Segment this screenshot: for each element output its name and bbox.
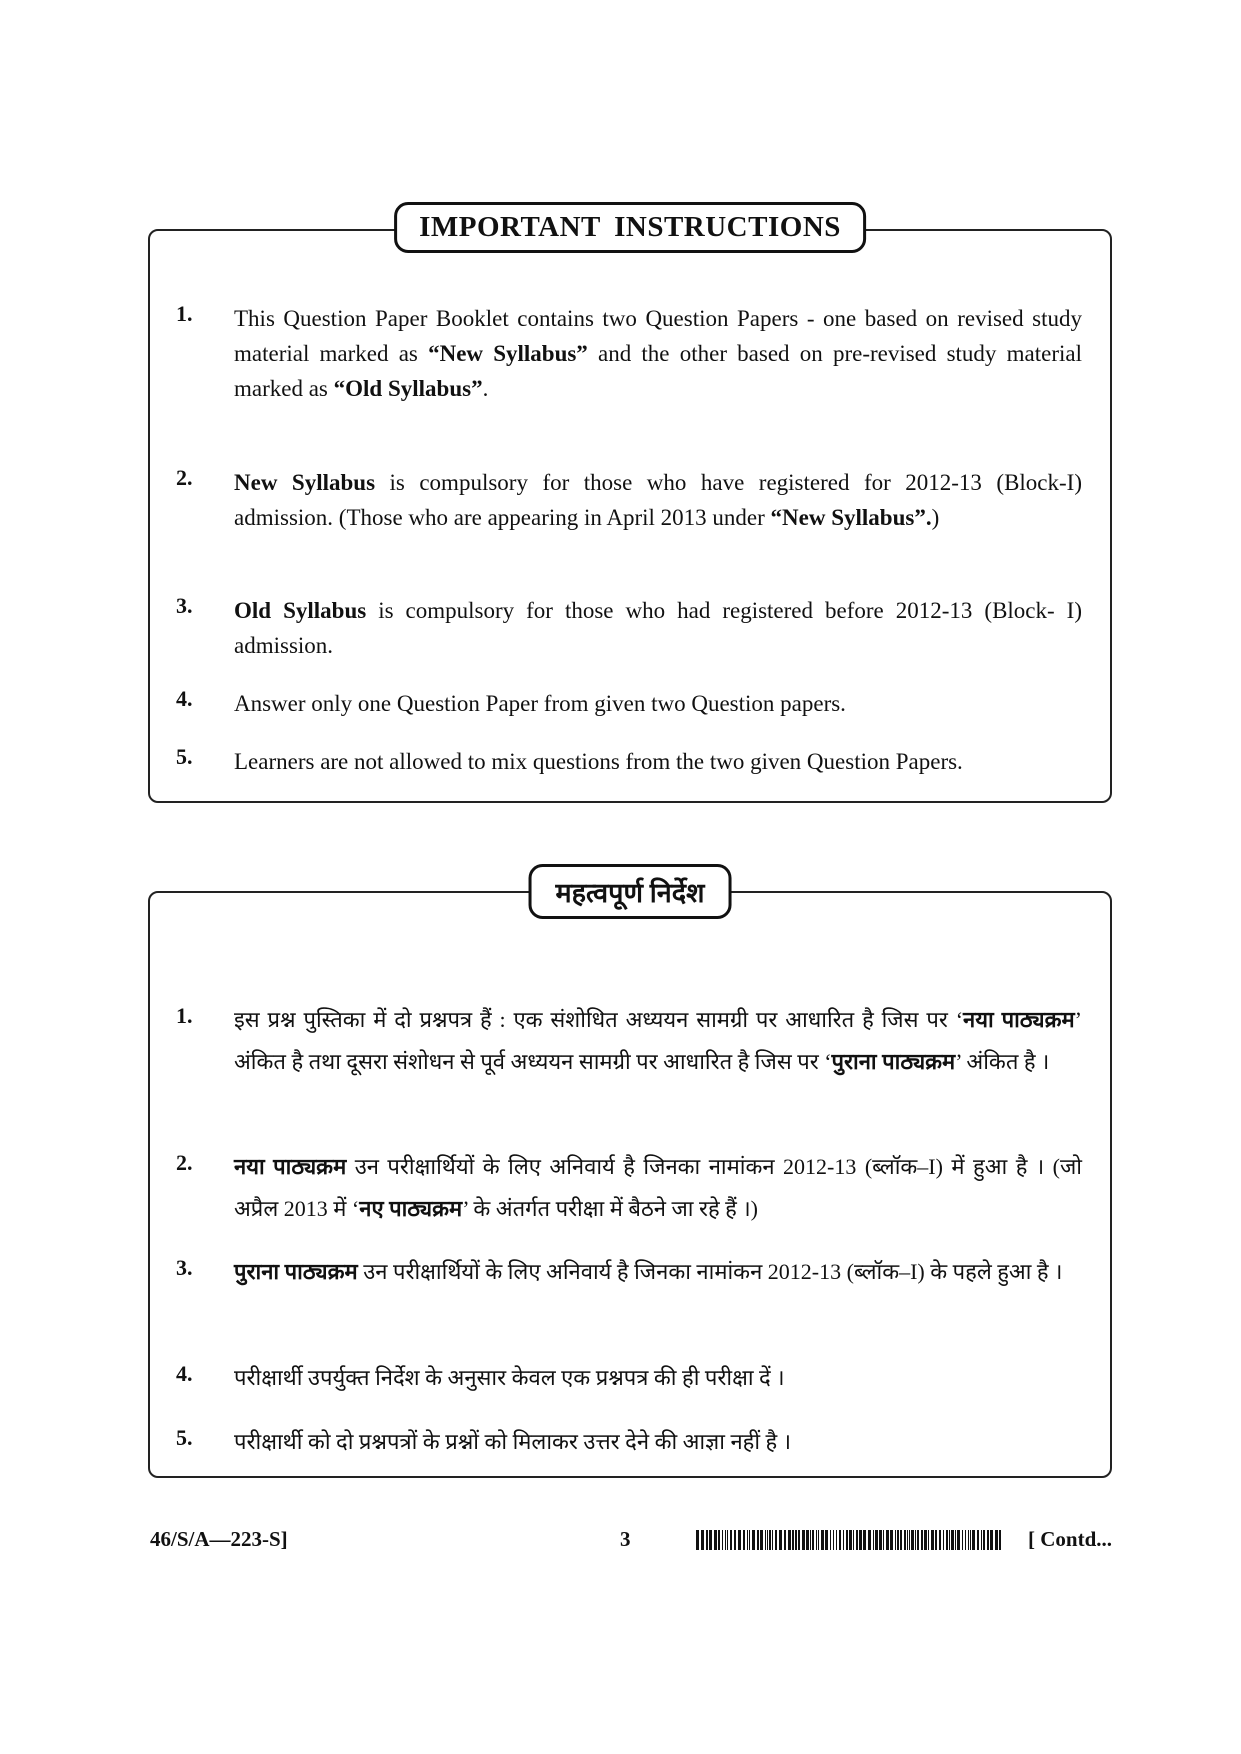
instruction-item (176, 1251, 1082, 1293)
item-text: इस प्रश्न पुस्तिका में दो प्रश्नपत्र हैं : एक संशोधित अध्ययन सामग्री पर आधारित है जिस पर ‘नया पाठ्यक्रम’ अंकित है तथा दूसरा संशोधन से पूर्व अध्ययन सामग्री पर आधारित है जिस पर ‘पुराना पाठ्यक्रम’ अंकित है । (234, 1007, 1082, 1074)
item-text: परीक्षार्थी उपर्युक्त निर्देश के अनुसार केवल एक प्रश्नपत्र की ही परीक्षा दें । (234, 1365, 785, 1390)
instruction-item (176, 1357, 1082, 1399)
item-number: 3. (176, 1255, 193, 1280)
item-number: 4. (176, 1361, 193, 1386)
instruction-item (176, 301, 1082, 406)
page-number: 3 (620, 1527, 631, 1551)
item-number: 1. (176, 301, 193, 326)
instruction-item (176, 999, 1082, 1083)
instruction-item (176, 686, 1082, 721)
item-number: 4. (176, 686, 193, 711)
instruction-item (176, 1421, 1082, 1463)
item-text: Answer only one Question Paper from given two Question papers. (234, 691, 846, 716)
item-number: 1. (176, 1003, 193, 1028)
instruction-item (176, 593, 1082, 663)
item-text: Old Syllabus is compulsory for those who had registered before 2012-13 (Block- I) admission. (234, 598, 1082, 658)
instruction-item (176, 465, 1082, 535)
hindi-instructions-panel (148, 878, 1112, 1478)
continued-marker: [ Contd... (1027, 1527, 1112, 1551)
item-text: नया पाठ्यक्रम उन परीक्षार्थियों के लिए अनिवार्य है जिनका नामांकन 2012-13 (ब्लॉक–I) में हुआ है । (जो अप्रैल 2013 में ‘नए पाठ्यक्रम’ के अंतर्गत परीक्षा में बैठने जा रहे हैं ।) (234, 1154, 1082, 1221)
item-text: Learners are not allowed to mix questions from the two given Question Papers. (234, 749, 963, 774)
instruction-item (176, 1146, 1082, 1230)
item-text: परीक्षार्थी को दो प्रश्नपत्रों के प्रश्नों को मिलाकर उत्तर देने की आज्ञा नहीं है । (234, 1429, 792, 1454)
item-text: पुराना पाठ्यक्रम उन परीक्षार्थियों के लिए अनिवार्य है जिनका नामांकन 2012-13 (ब्लॉक–I) के पहले हुआ है । (234, 1259, 1063, 1284)
paper-code: 46/S/A—223-S] (150, 1527, 288, 1551)
item-number: 2. (176, 465, 193, 490)
english-instructions-title: IMPORTANT INSTRUCTIONS (394, 202, 866, 253)
page-footer (150, 1527, 1112, 1563)
item-number: 5. (176, 1425, 193, 1450)
hindi-instructions-title: महत्वपूर्ण निर्देश (529, 864, 732, 919)
english-instructions-panel (148, 211, 1112, 803)
item-text: New Syllabus is compulsory for those who have registered for 2012-13 (Block-I) admission. (Those who are appearing in April 2013 under “New Syllabus”.) (234, 470, 1082, 530)
instruction-item (176, 744, 1082, 779)
item-number: 3. (176, 593, 193, 618)
item-text: This Question Paper Booklet contains two Question Papers - one based on revised study material marked as “New Syllabus” and the other based on pre-revised study material marked as “Old Syllabus”. (234, 306, 1082, 401)
item-number: 2. (176, 1150, 193, 1175)
barcode (696, 1530, 1004, 1550)
item-number: 5. (176, 744, 193, 769)
